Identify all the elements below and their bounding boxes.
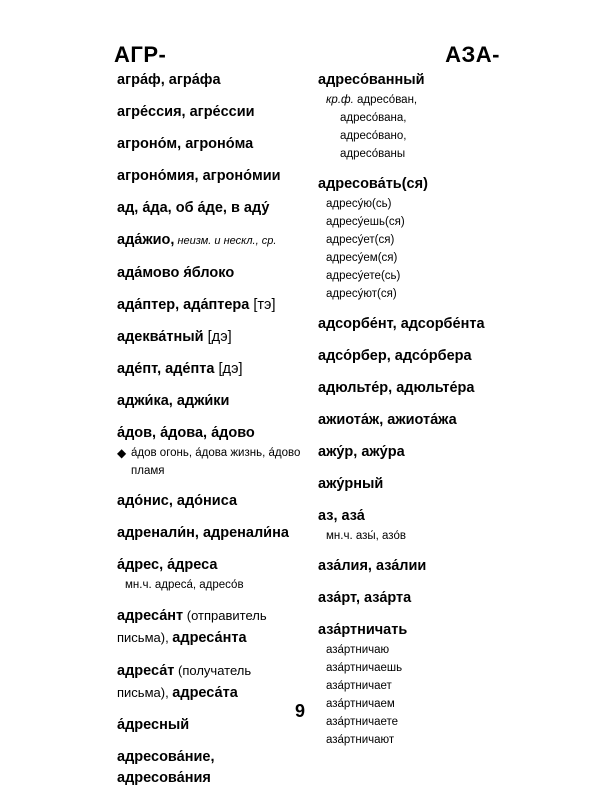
entry: ажу́рный: [318, 476, 384, 492]
entry: адреса́нт (отправитель письма), адреса́нта: [117, 608, 267, 646]
grammar-note: неизм. и нескл., ср.: [174, 235, 277, 247]
right-column: [318, 70, 508, 746]
entry: аде́пт, аде́пта [дэ]: [117, 361, 243, 377]
entry: адсо́рбер, адсо́рбера: [318, 348, 472, 364]
entry: аджи́ка, аджи́ки: [117, 393, 230, 409]
entry: а́дресный: [117, 717, 190, 733]
entry: агре́ссия, агре́ссии: [117, 104, 255, 120]
entry: адресова́ть(ся) адресу́ю(сь) адресу́ешь(ся) адресу́ет(ся) адресу́ем(ся) адресу́ете(сь) адресу́ют(ся): [318, 176, 428, 300]
entry: аза́ртничать аза́ртничаю аза́ртничаешь аза́ртничает аза́ртничаем аза́ртничаете аза́ртничают: [318, 622, 408, 746]
entry: а́дрес, а́дреса мн.ч. адреса́, адресо́в: [117, 555, 307, 594]
header-right-range: АЗА-: [445, 42, 500, 67]
idiom-block: [117, 444, 307, 480]
pronunciation-note: [дэ]: [214, 361, 243, 377]
pronunciation-note: [дэ]: [203, 329, 232, 345]
entry: адсорбе́нт, адсорбе́нта: [318, 316, 485, 332]
plural-forms: мн.ч. азы́, азо́в: [326, 530, 406, 542]
idiom-text: а́дов огонь, а́дова жизнь, а́дово пламя: [131, 447, 301, 477]
entry: аза́рт, аза́рта: [318, 590, 412, 606]
entry: адреса́т (получатель письма), адреса́та: [117, 663, 252, 701]
entry: адюльте́р, адюльте́ра: [318, 380, 475, 396]
entry: агра́ф, агра́фа: [117, 72, 221, 88]
entry: адренали́н, адренали́на: [117, 525, 289, 541]
entry: ада́жио, неизм. и нескл., ср.: [117, 232, 277, 248]
entry: агроно́м, агроно́ма: [117, 136, 254, 152]
entry: адеква́тный [дэ]: [117, 329, 232, 345]
entry: аз, аза́ мн.ч. азы́, азо́в: [318, 506, 508, 545]
diamond-icon: ◆: [117, 446, 127, 460]
plural-forms: мн.ч. адреса́, адресо́в: [125, 579, 244, 591]
header-left-range: АГР-: [114, 42, 167, 67]
entry: адресова́ние, адресова́ния: [117, 749, 215, 786]
entry: ажиота́ж, ажиота́жа: [318, 412, 457, 428]
entry: а́дов, а́дова, а́дово ◆ а́дов огонь, а́дова жизнь, а́дово пламя: [117, 423, 307, 480]
entry: адресо́ванный кр.ф. адресо́ван, адресо́вана, адресо́вано, адресо́ваны: [318, 72, 425, 160]
entry: ада́мово я́блоко: [117, 265, 235, 281]
entry: ад, а́да, об а́де, в аду́: [117, 200, 270, 216]
page-number: 9: [294, 701, 305, 721]
entry: ада́птер, ада́птера [тэ]: [117, 297, 276, 313]
entry: аза́лия, аза́лии: [318, 558, 427, 574]
entry: агроно́мия, агроно́мии: [117, 168, 281, 184]
left-column: [117, 70, 307, 786]
entry: ажу́р, ажу́ра: [318, 444, 405, 460]
entry: адо́нис, адо́ниса: [117, 493, 238, 509]
pronunciation-note: [тэ]: [249, 297, 276, 313]
